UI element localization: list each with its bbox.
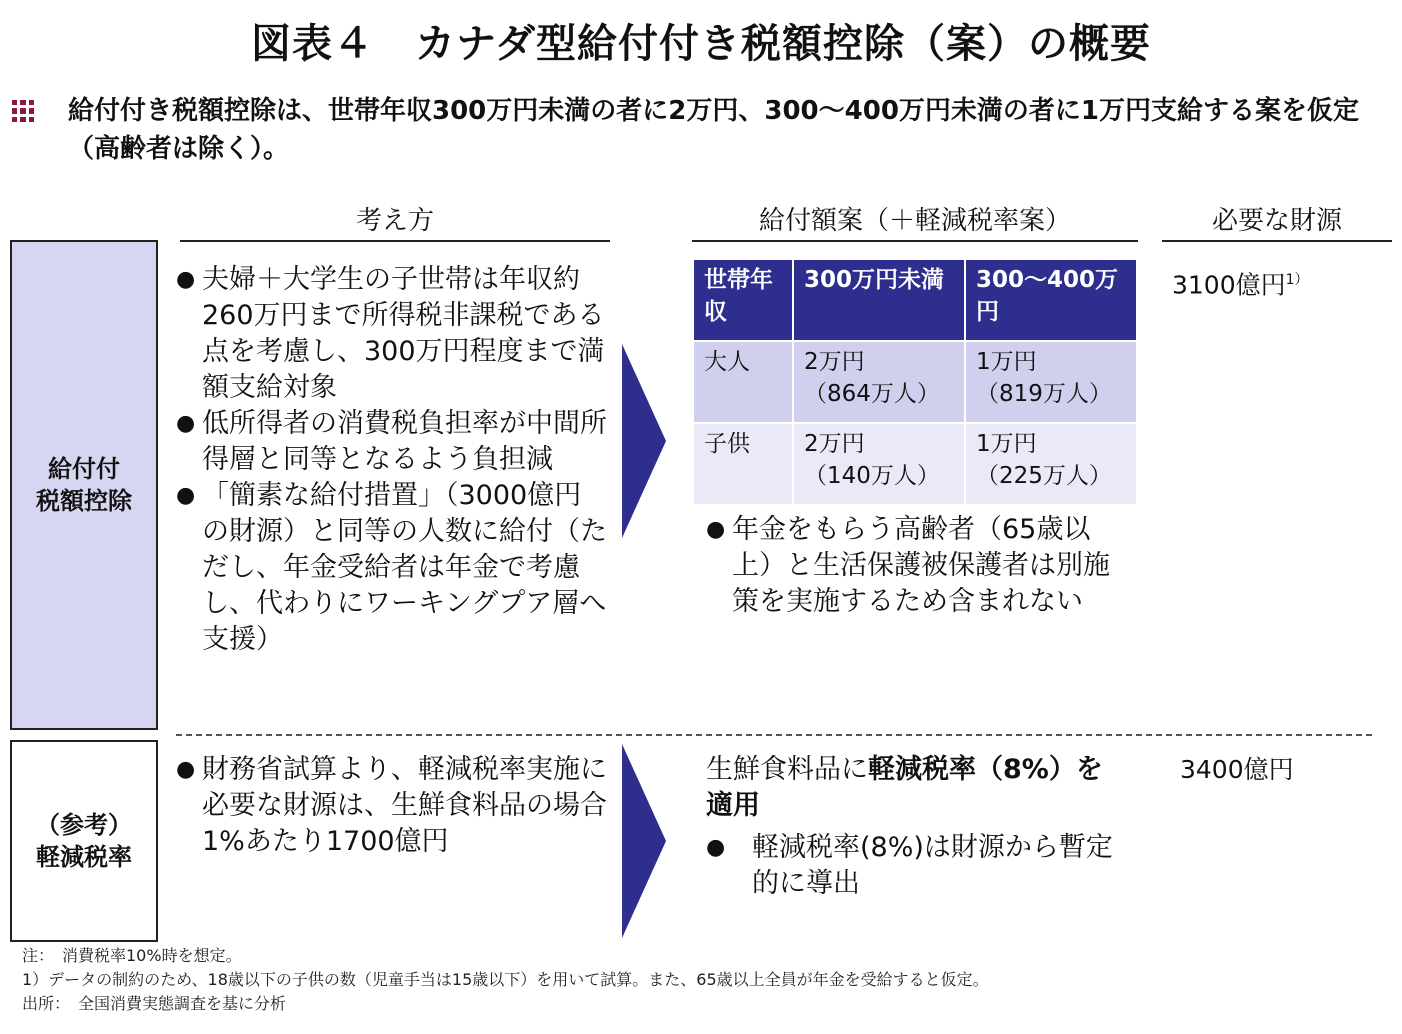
table-header-cell: 世帯年収 <box>694 260 792 340</box>
reduced-rate-sub-text: 軽減税率(8%)は財源から暫定的に導出 <box>752 832 1113 899</box>
table-cell: 1万円 （225万人） <box>966 424 1136 504</box>
header-funding-rule <box>1162 240 1392 242</box>
section-label-reduced-rate: （参考） 軽減税率 <box>10 740 158 942</box>
reduced-rate-sub-bullet <box>706 830 1126 902</box>
table-row <box>694 342 1136 422</box>
table-cell: 1万円 （819万人） <box>966 342 1136 422</box>
funding-value: 3100億円 <box>1172 270 1286 300</box>
header-funding: 必要な財源 <box>1211 206 1342 236</box>
reduced-rate-text: 生鮮食料品に <box>706 754 868 785</box>
reduced-rate-emphasis: 軽減税率（8%）を適用 <box>706 754 1103 821</box>
bullet-item: ● 年金をもらう高齢者（65歳以上）と生活保護被保護者は別施策を実施するため含まれない <box>706 512 1116 620</box>
footnote-line: 注： 消費税率10%時を想定。 <box>22 946 242 965</box>
reduced-rate-description <box>706 752 1126 824</box>
arrow-right-icon <box>620 342 668 540</box>
table-header-row <box>694 260 1136 340</box>
arrow-right-icon <box>620 742 668 940</box>
footnotes <box>22 944 989 1016</box>
funding-tax-credit <box>1172 262 1309 303</box>
header-benefit: 給付額案（＋軽減税率案） <box>758 206 1071 236</box>
grant-amount-table <box>692 258 1138 506</box>
table-header-cell: 300～400万円 <box>966 260 1136 340</box>
bullet-item: ● 「簡素な給付措置」（3000億円の財源）と同等の人数に給付（ただし、年金受給者は年金で考慮し、代わりにワーキングプア層へ支援） <box>176 478 608 658</box>
benefit-note-bullets <box>706 512 1116 620</box>
approach-bullets-tax-credit <box>176 262 608 658</box>
summary-text: 給付付き税額控除は、世帯年収300万円未満の者に2万円、300～400万円未満の者に1万円支給する案を仮定（高齢者は除く）。 <box>68 96 1359 164</box>
table-row <box>694 424 1136 504</box>
table-header-cell: 300万円未満 <box>794 260 964 340</box>
bullet-item: ● 低所得者の消費税負担率が中間所得層と同等となるよう負担減 <box>176 406 608 478</box>
approach-bullets-reduced-rate <box>176 752 608 860</box>
page-title: 図表４ カナダ型給付付き税額控除（案）の概要 <box>251 21 1151 67</box>
section-label-tax-credit: 給付付 税額控除 <box>10 240 158 730</box>
grid-bullet-icon <box>12 100 34 122</box>
table-cell: 2万円 （864万人） <box>794 342 964 422</box>
bullet-item: ● 夫婦＋大学生の子世帯は年収約260万円まで所得税非課税である点を考慮し、300万円程度まで満額支給対象 <box>176 262 608 406</box>
header-approach-rule <box>180 240 610 242</box>
section-separator <box>176 734 1372 736</box>
footnote-line: 1）データの制約のため、18歳以下の子供の数（児童手当は15歳以下）を用いて試算。また、65歳以上全員が年金を受給すると仮定。 <box>22 970 989 989</box>
header-approach: 考え方 <box>355 206 434 236</box>
header-benefit-rule <box>692 240 1138 242</box>
table-cell: 2万円 （140万人） <box>794 424 964 504</box>
table-row-label: 大人 <box>694 342 792 422</box>
table-row-label: 子供 <box>694 424 792 504</box>
bullet-icon: ● <box>706 835 726 860</box>
bullet-item: ● 財務省試算より、軽減税率実施に必要な財源は、生鮮食料品の場合1%あたり1700億円 <box>176 752 608 860</box>
funding-reduced-rate: 3400億円 <box>1180 755 1294 784</box>
footnote-line: 出所： 全国消費実態調査を基に分析 <box>22 994 287 1013</box>
footnote-marker: 1） <box>1285 272 1309 288</box>
